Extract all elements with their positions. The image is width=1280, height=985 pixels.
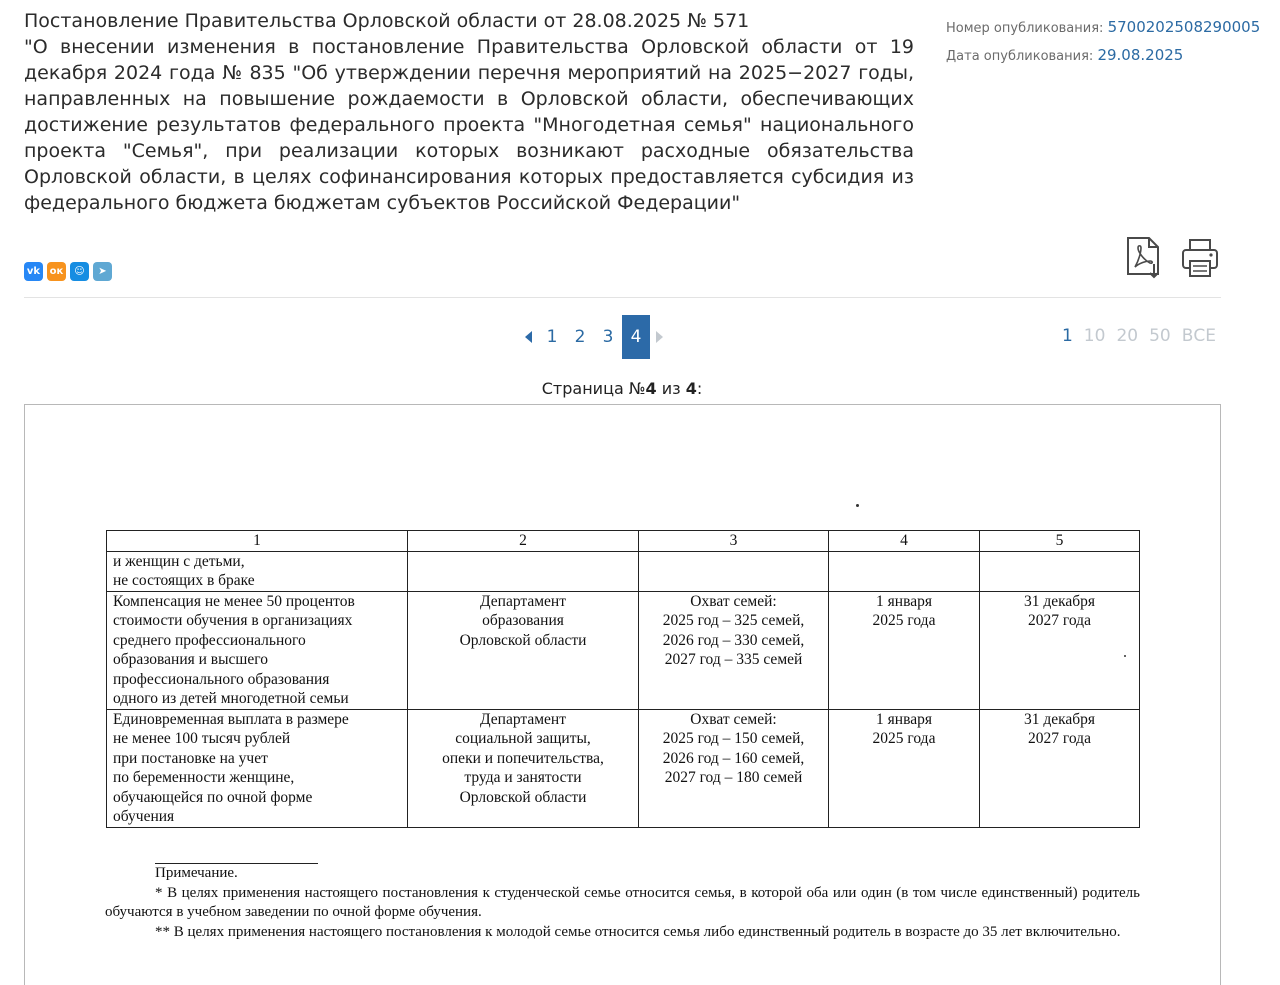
cell-line: профессионального образования [113,670,330,688]
table-cell [829,551,980,591]
cell-line: 31 декабря [1023,710,1096,728]
document-title-block [24,8,914,216]
per-page-all[interactable]: ВСЕ [1181,326,1216,346]
caret-right-icon[interactable] [650,315,668,359]
cell-line: Единовременная выплата в размере [113,710,349,728]
cell-line: 2027 года [1028,730,1091,747]
cell-line: 2025 года [872,730,936,747]
pub-number-value[interactable]: 5700202508290005 [1107,18,1261,36]
document-title: Постановление Правительства Орловской области от 28.08.2025 № 571 [24,10,750,32]
page-caption-middle: из [656,379,686,398]
cell-line: при постановке на учет [113,749,268,767]
cell-line: образования [482,612,564,629]
cell-line: стоимости обучения в организациях [113,612,353,629]
page-caption [0,379,1244,398]
table-cell [408,551,639,591]
scan-speck [856,504,859,507]
cell-line: 2026 год – 330 семей, [662,631,805,649]
share-vk-icon[interactable]: vk [24,262,43,281]
share-telegram-icon[interactable]: ➤ [93,262,112,281]
cell-line: по беременности женщине, [113,769,295,786]
table-cell [408,591,639,709]
per-page-20[interactable]: 20 [1116,326,1139,346]
header-divider [24,297,1221,298]
table-cell [107,591,408,709]
cell-line: опеки и попечительства, [442,749,604,767]
page-caption-total: 4 [685,379,697,398]
cell-line: 31 декабря [1023,592,1096,610]
per-page-50[interactable]: 50 [1149,326,1171,346]
publication-meta [946,14,1260,70]
table-cell [408,709,639,827]
pub-number-label: Номер опубликования: [946,21,1104,36]
note-student-family: * В целях применения настоящего постановления к студенческой семье относится семья, в которой оба или один (в том числе единственный) родитель обучаются в учебном заведении по очной форме обучения. [105,884,1140,920]
page-link-3[interactable]: 3 [602,327,614,347]
table-cell [829,709,980,827]
cell-line: не менее 100 тысяч рублей [113,730,291,747]
pub-number-row [946,14,1260,42]
cell-line: и женщин с детьми, [113,552,245,570]
table-row [107,591,1140,709]
pdf-download-icon[interactable] [1124,236,1164,280]
pub-date-label: Дата опубликования: [946,49,1094,64]
page-link-1[interactable]: 1 [546,327,558,347]
table-cell [980,709,1140,827]
cell-line: среднего профессионального [113,631,306,649]
cell-line: Охват семей: [690,710,777,728]
cell-line: социальной защиты, [455,730,591,747]
document-actions [1124,236,1220,280]
cell-line: труда и занятости [464,769,582,786]
cell-line: 2025 год – 325 семей, [662,612,805,629]
cell-line: Департамент [480,710,566,728]
scanned-table [106,530,1140,828]
pagination [520,315,668,359]
share-moimir-icon[interactable]: ☺ [70,262,89,281]
document-description: "О внесении изменения в постановление Правительства Орловской области от 19 декабря 2024 года № 835 "Об утверждении перечня мероприятий на 2025−2027 годы, направленных на повышение рождаемости в Орловской области, обеспечивающих достижение результатов федерального проекта "Многодетная семья" национального проекта "Семья", при реализации которых возникают расходные обязательства Орловской области, в целях софинансирования которых предоставляется субсидия из федерального бюджета бюджетам субъектов Российской Федерации" [24,36,914,214]
cell-line: 2027 года [1028,612,1091,629]
document-notes [105,863,1140,942]
cell-line: 1 января [876,710,932,728]
per-page-selector [1062,326,1216,346]
per-page-10[interactable]: 10 [1083,326,1106,346]
per-page-1[interactable]: 1 [1061,326,1073,346]
document-page-viewer [24,404,1221,985]
pub-date-value: 29.08.2025 [1097,46,1184,64]
cell-line: 2027 год – 335 семей [664,651,803,668]
table-header: 2 [408,531,639,552]
table-row [107,709,1140,827]
page-link-2[interactable]: 2 [574,327,586,347]
cell-line: 1 января [876,592,932,610]
page-caption-suffix: : [696,379,703,398]
cell-line: 2025 год – 150 семей, [662,730,805,747]
cell-line: одного из детей многодетной семьи [113,690,349,707]
cell-line: Орловской области [459,788,587,806]
share-buttons [24,262,112,281]
cell-line: образования и высшего [113,651,268,668]
table-header: 1 [107,531,408,552]
share-ok-icon[interactable]: ок [47,262,66,281]
cell-line: 2025 года [872,612,936,629]
caret-left-icon[interactable] [520,315,538,359]
cell-line: не состоящих в браке [113,572,255,589]
cell-line: Департамент [480,592,566,610]
pub-date-row [946,42,1260,70]
table-row [107,551,1140,591]
table-header: 3 [639,531,829,552]
cell-line: обучающейся по очной форме [113,788,313,806]
table-cell [107,551,408,591]
table-cell [829,591,980,709]
note-young-family: ** В целях применения настоящего постановления к молодой семье относится семья либо единственный родитель в возрасте до 35 лет включительно. [155,923,1121,940]
table-cell [639,591,829,709]
cell-line: Компенсация не менее 50 процентов [113,592,355,610]
note-heading: Примечание. [155,865,238,881]
table-cell [639,551,829,591]
cell-line: Орловской области [459,631,587,649]
printer-icon[interactable] [1180,236,1220,280]
cell-line: 2026 год – 160 семей, [662,749,805,767]
table-header-row [107,531,1140,552]
table-header: 5 [980,531,1140,552]
table-cell [980,551,1140,591]
cell-line: Охват семей: [690,592,777,610]
cell-line: обучения [113,808,175,825]
table-header: 4 [829,531,980,552]
page-caption-prefix: Страница № [541,379,646,398]
page-caption-current: 4 [645,379,657,398]
table-cell [639,709,829,827]
table-cell [107,709,408,827]
cell-line: 2027 год – 180 семей [664,769,803,786]
table-cell [980,591,1140,709]
page-link-4-current[interactable]: 4 [622,315,650,359]
